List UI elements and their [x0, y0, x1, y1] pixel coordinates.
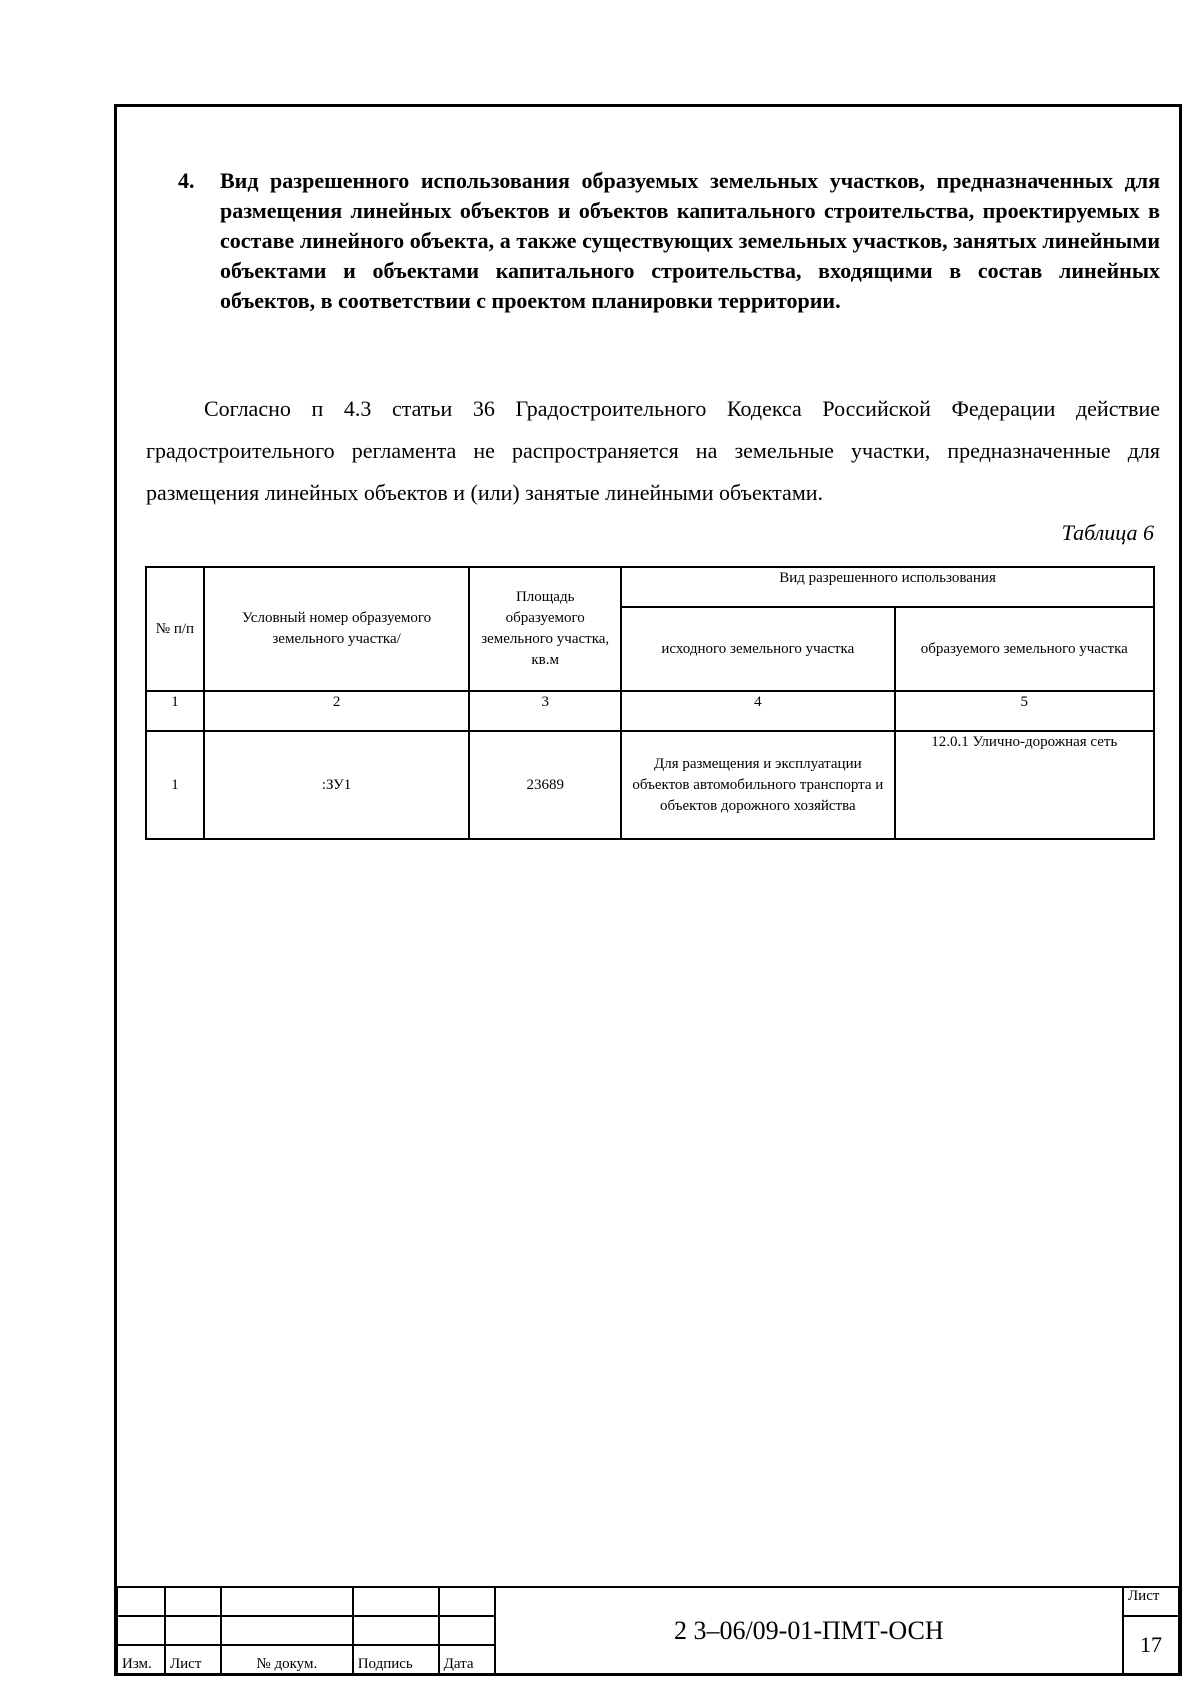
header-source-plot: исходного земельного участка	[621, 607, 894, 691]
body-paragraph: Согласно п 4.3 статьи 36 Градостроительного Кодекса Российской Федерации действие градостроительного регламента не распространяется на земельные участки, предназначенные для размещения линейных объектов и (или) занятые линейными объектами.	[146, 396, 1160, 505]
document-code: 2 3–06/09-01-ПМТ-ОСН	[495, 1587, 1123, 1674]
stamp-label-signature: Подпись	[353, 1645, 439, 1674]
table-caption: Таблица 6	[1061, 520, 1154, 545]
stamp-label-list: Лист	[165, 1645, 221, 1674]
column-numbers-row	[146, 691, 1154, 731]
stamp-label-izm: Изм.	[117, 1645, 165, 1674]
stamp-label-doc: № докум.	[221, 1645, 353, 1674]
header-num: № п/п	[146, 567, 204, 691]
permitted-use-table	[145, 566, 1155, 840]
column-number: 4	[621, 691, 894, 731]
section-number: 4.	[178, 168, 195, 193]
column-number: 3	[469, 691, 621, 731]
header-formed-plot: образуемого земельного участка	[895, 607, 1154, 691]
row-area: 23689	[469, 731, 621, 839]
sheet-number: 17	[1123, 1616, 1179, 1674]
section-heading	[178, 166, 1160, 316]
column-number: 5	[895, 691, 1154, 731]
column-number: 1	[146, 691, 204, 731]
row-formed-use: 12.0.1 Улично-дорожная сеть	[895, 731, 1154, 839]
column-number: 2	[204, 691, 469, 731]
header-conditional-number: Условный номер образуемого земельного участка/	[204, 567, 469, 691]
row-num: 1	[146, 731, 204, 839]
row-source-use: Для размещения и эксплуатации объектов автомобильного транспорта и объектов дорожного хозяйства	[621, 731, 894, 839]
sheet-label: Лист	[1123, 1587, 1179, 1616]
header-area: Площадь образуемого земельного участка, кв.м	[469, 567, 621, 691]
header-permitted-use: Вид разрешенного использования	[621, 567, 1154, 607]
title-block	[116, 1586, 1180, 1675]
table-row	[146, 731, 1154, 839]
section-title: Вид разрешенного использования образуемых земельных участков, предназначенных для размещения линейных объектов и объектов капитального строительства, проектируемых в составе линейного объекта, а также существующих земельных участков, занятых линейными объектами и объектами капитального строительства, входящими в состав линейных объектов, в соответствии с проектом планировки территории.	[220, 168, 1160, 313]
page-frame	[114, 104, 1182, 1676]
stamp-label-date: Дата	[439, 1645, 495, 1674]
row-conditional-number: :ЗУ1	[204, 731, 469, 839]
